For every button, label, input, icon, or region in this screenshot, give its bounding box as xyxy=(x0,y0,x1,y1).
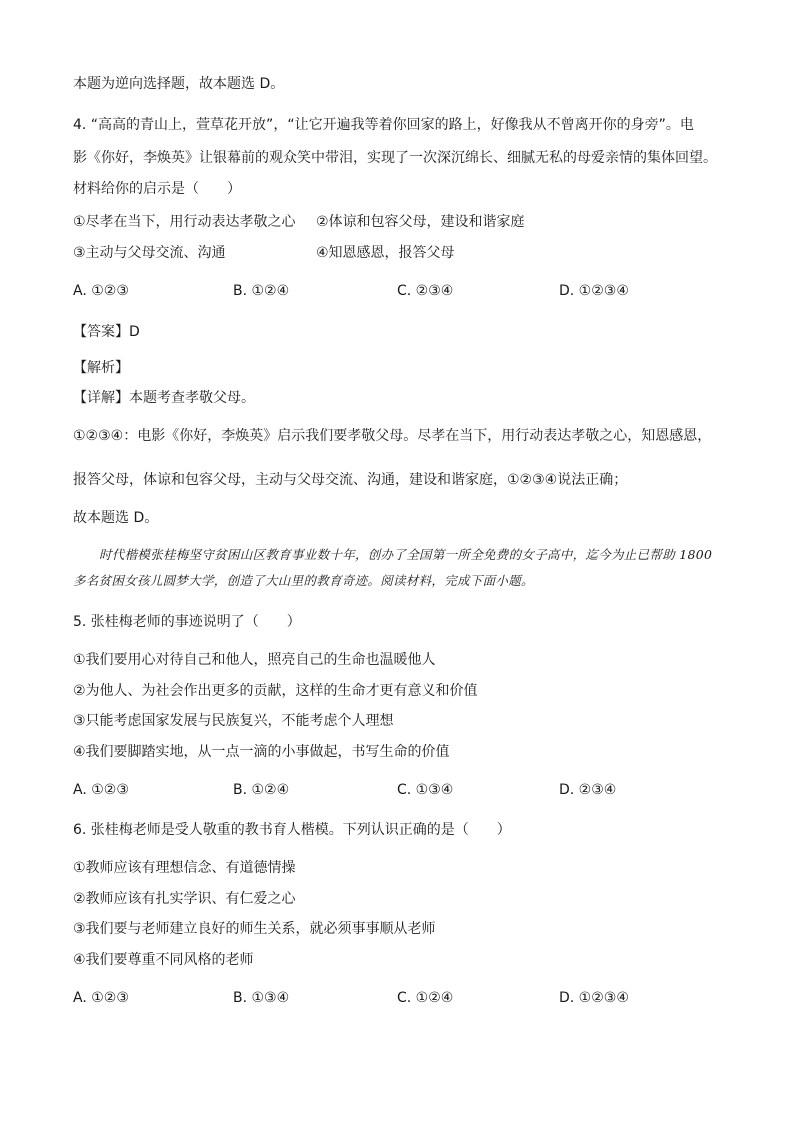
detail-line: 【详解】本题考查孝敬父母。 xyxy=(73,390,255,406)
q6-option-b: B. ①③④ xyxy=(233,990,290,1006)
q4-option-d: D. ①②③④ xyxy=(559,283,629,299)
q5-option-b: B. ①②④ xyxy=(233,782,290,798)
q5-statement-4: ④我们要脚踏实地，从一点一滴的小事做起，书写生命的价值 xyxy=(73,744,450,760)
q5-options xyxy=(73,780,733,800)
q4-options xyxy=(73,281,733,301)
q4-statement-2: ②体谅和包容父母，建设和谐家庭 xyxy=(316,214,525,230)
answer-label: 【答案】D xyxy=(73,324,140,340)
q5-statement-3: ③只能考虑国家发展与民族复兴，不能考虑个人理想 xyxy=(73,713,394,729)
q4-statements-row-1 xyxy=(73,212,733,232)
q6-statement-4: ④我们要尊重不同风格的老师 xyxy=(73,952,254,968)
q6-statement-2: ②教师应该有扎实学识、有仁爱之心 xyxy=(73,891,296,907)
q4-statement-3: ③主动与父母交流、沟通 xyxy=(73,245,226,261)
q6-option-d: D. ①②③④ xyxy=(559,990,629,1006)
analysis-label: 【解析】 xyxy=(73,360,129,376)
q5-statement-1: ①我们要用心对待自己和他人，照亮自己的生命也温暖他人 xyxy=(73,652,436,668)
q4-option-a: A. ①②③ xyxy=(73,283,129,299)
q4-statements-row-2 xyxy=(73,243,733,263)
explanation-line-2: 报答父母，体谅和包容父母，主动与父母交流、沟通，建设和谐家庭，①②③④说法正确； xyxy=(73,472,628,488)
q5-option-c: C. ①③④ xyxy=(397,782,454,798)
prev-conclusion: 本题为逆向选择题，故本题选 D。 xyxy=(73,76,285,92)
q6-option-c: C. ①②④ xyxy=(397,990,454,1006)
q4-stem-line-3: 材料给你的启示是（ ） xyxy=(73,181,241,197)
q4-stem-line-2: 影《你好，李焕英》让银幕前的观众笑中带泪，实现了一次深沉绵长、细腻无私的母爱亲情的集体回望。 xyxy=(73,150,717,166)
q5-statement-2: ②为他人、为社会作出更多的贡献，这样的生命才更有意义和价值 xyxy=(73,683,478,699)
q5-option-a: A. ①②③ xyxy=(73,782,129,798)
q6-stem: 6. 张桂梅老师是受人敬重的教书育人楷模。下列认识正确的是（ ） xyxy=(73,822,511,838)
q6-options xyxy=(73,988,733,1008)
explanation-line-3: 故本题选 D。 xyxy=(73,510,159,526)
q6-statement-3: ③我们要与老师建立良好的师生关系，就必须事事顺从老师 xyxy=(73,921,436,937)
q5-option-d: D. ②③④ xyxy=(559,782,617,798)
q4-option-c: C. ②③④ xyxy=(397,283,454,299)
q5-stem: 5. 张桂梅老师的事迹说明了（ ） xyxy=(73,614,301,630)
reading-material xyxy=(73,542,721,594)
reading-material-text: 时代楷模张桂梅坚守贫困山区教育事业数十年，创办了全国第一所全免费的女子高中，迄今为止已帮助 1800 多名贫困女孩儿圆梦大学，创造了大山里的教育奇迹。阅读材料，完成下面小题。 xyxy=(73,547,713,588)
q6-statement-1: ①教师应该有理想信念、有道德情操 xyxy=(73,860,296,876)
q4-statement-1: ①尽孝在当下，用行动表达孝敬之心 xyxy=(73,214,296,230)
explanation-line-1: ①②③④：电影《你好，李焕英》启示我们要孝敬父母。尽孝在当下，用行动表达孝敬之心，知恩感恩， xyxy=(73,428,712,444)
q4-statement-4: ④知恩感恩，报答父母 xyxy=(316,245,455,261)
q4-option-b: B. ①②④ xyxy=(233,283,290,299)
q4-stem-line-1: 4. “高高的青山上，萱草花开放”，“让它开遍我等着你回家的路上，好像我从不曾离开你的身旁”。电 xyxy=(73,117,694,133)
q6-option-a: A. ①②③ xyxy=(73,990,129,1006)
